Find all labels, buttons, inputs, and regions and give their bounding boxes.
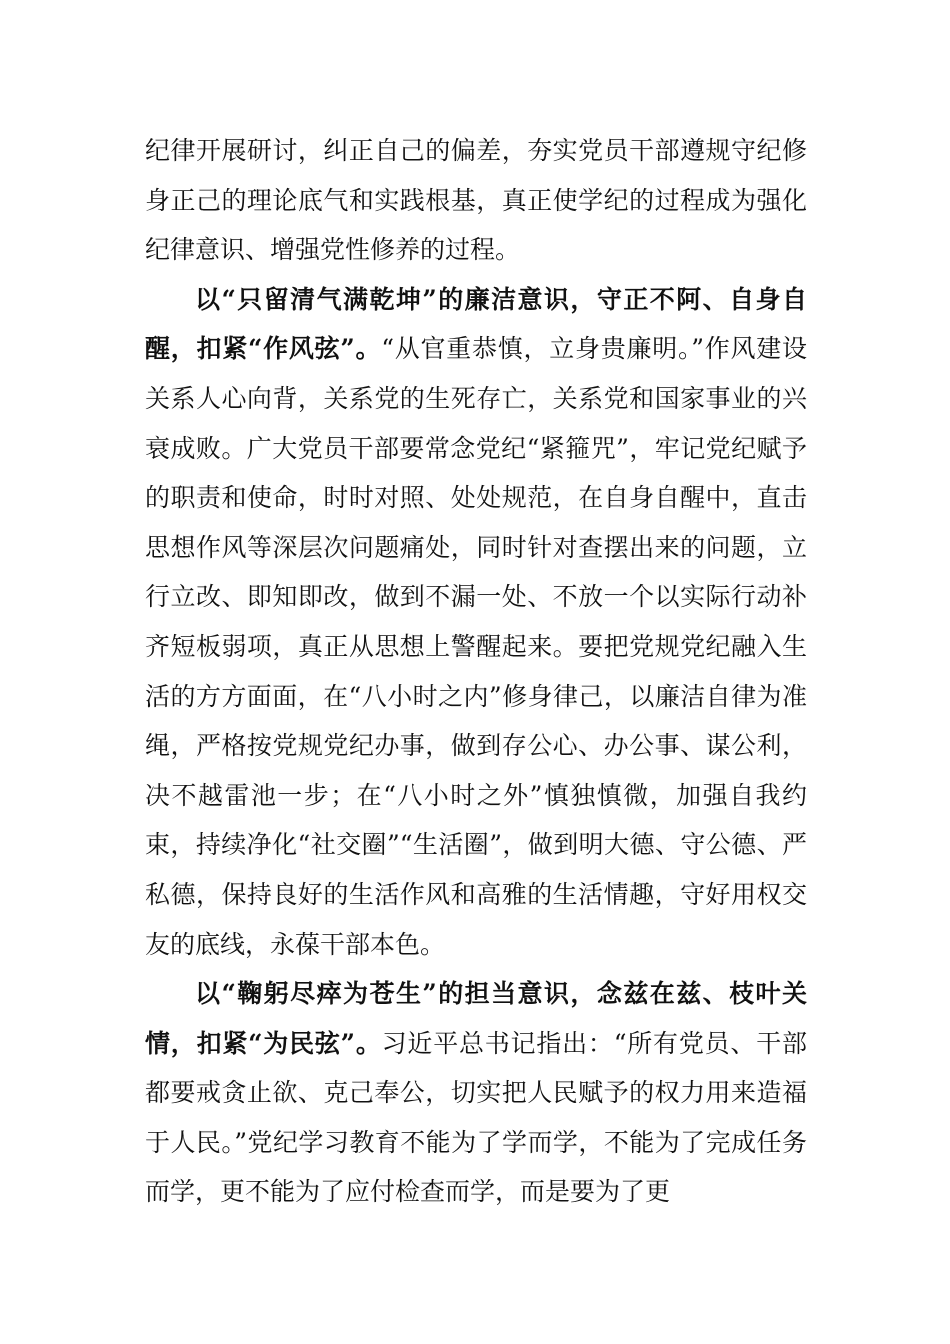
paragraph-text: “从官重恭慎，立身贵廉明。”作风建设关系人心向背，关系党的生死存亡，关系党和国家事业的兴衰成败。广大党员干部要常念党纪“紧箍咒”，牢记党纪赋予的职责和使命，时时对照、处处规范，在自身自醒中，直击思想作风等深层次问题痛处，同时针对查摆出来的问题，立行立改、即知即改，做到不漏一处、不放一个以实际行动补齐短板弱项，真正从思想上警醒起来。要把党规党纪融入生活的方方面面，在“八小时之内”修身律己，以廉洁自律为准绳，严格按党规党纪办事，做到存公心、办公事、谋公利，决不越雷池一步；在“八小时之外”慎独慎微，加强自我约束，持续净化“社交圈”“生活圈”，做到明大德、守公德、严私德，保持良好的生活作风和高雅的生活情趣，守好用权交友的底线，永葆干部本色。 — [145, 334, 807, 959]
paragraph-lead: 以“鞠躬尽瘁为苍生”的担当意识，念兹在兹、枝叶关情，扣紧“为民弦”。 — [145, 979, 807, 1058]
paragraph-text: 习近平总书记指出：“所有党员、干部都要戒贪止欲、克己奉公，切实把人民赋予的权力用来造福于人民。”党纪学习教育不能为了学而学，不能为了完成任务而学，更不能为了应付检查而学，而是要为了更 — [145, 1028, 807, 1207]
paragraph-serve-people — [145, 969, 807, 1217]
paragraph-lead: 以“只留清气满乾坤”的廉洁意识，守正不阿、自身自醒，扣紧“作风弦”。 — [145, 284, 807, 364]
paragraph-text: 纪律开展研讨，纠正自己的偏差，夯实党员干部遵规守纪修身正己的理论底气和实践根基，真正使学纪的过程成为强化纪律意识、增强党性修养的过程。 — [145, 136, 807, 265]
document-body — [145, 126, 807, 1217]
paragraph-style-integrity — [145, 275, 807, 969]
paragraph-continuation — [145, 126, 807, 275]
